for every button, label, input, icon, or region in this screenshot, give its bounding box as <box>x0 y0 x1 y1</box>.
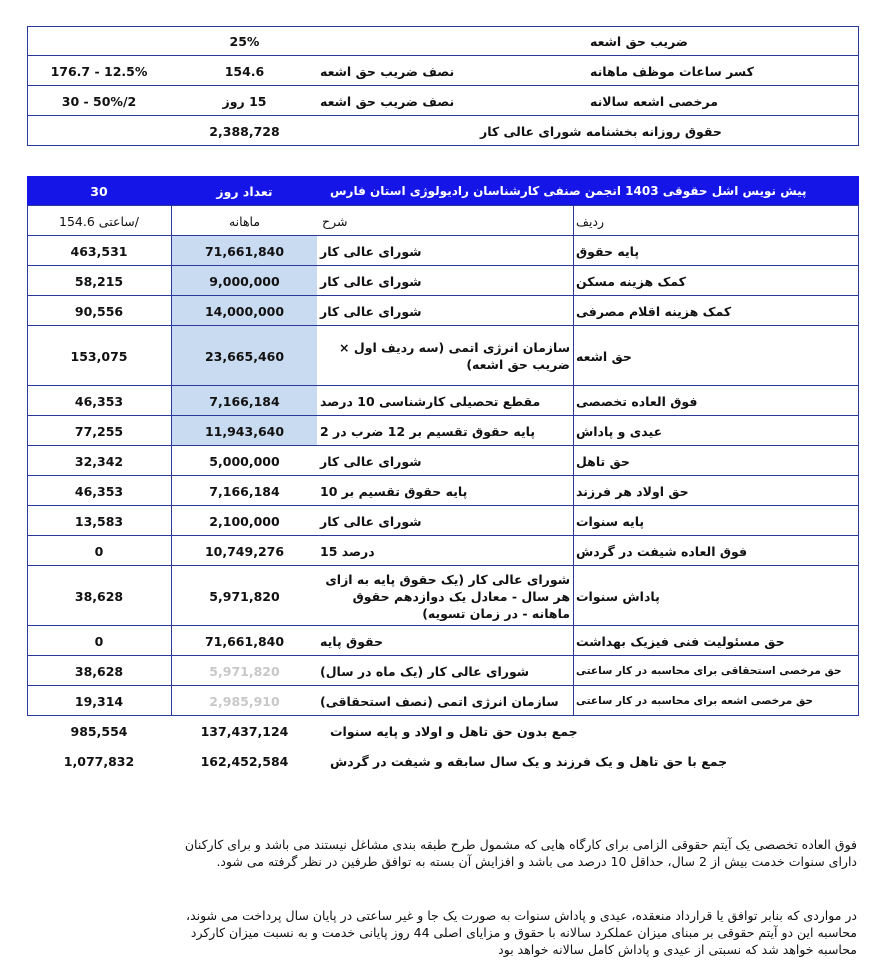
row-desc: درصد 15 <box>320 543 375 559</box>
top-row-value: 154.6 <box>224 63 265 79</box>
row-label: حق اشعه <box>576 348 632 364</box>
row-hourly: 13,583 <box>74 513 124 529</box>
row-label: حق مسئولیت فنی فیزیک بهداشت <box>576 633 785 649</box>
row-monthly: 5,000,000 <box>209 453 280 469</box>
row-desc: شورای عالی کار <box>320 513 422 529</box>
note-1-line-1: فوق العاده تخصصی یک آیتم حقوقی الزامی برای کارگاه هایی که مشمول طرح طبقه بندی مشاغل نیستند می باشد و برای کارکنان <box>184 837 857 852</box>
total-hourly: 985,554 <box>70 723 128 739</box>
row-desc: حقوق پایه <box>320 633 384 649</box>
row-label: حق تاهل <box>576 453 630 469</box>
row-desc: شورای عالی کار <box>320 243 422 259</box>
row-label: حق اولاد هر فرزند <box>576 483 689 499</box>
row-monthly: 5,971,820 <box>209 588 280 604</box>
row-monthly: 71,661,840 <box>204 633 285 649</box>
top-row-value: 2,388,728 <box>209 123 280 139</box>
row-hourly: 32,342 <box>74 453 124 469</box>
row-hourly: 77,255 <box>74 423 124 439</box>
row-desc: شورای عالی کار <box>320 303 422 319</box>
top-row-desc: نصف ضریب حق اشعه <box>320 93 455 109</box>
note-1-line-2: دارای سنوات خدمت بیش از 2 سال، حداقل 10 درصد می باشد و افزایش آن بسته به توافق طرفین در نظر گرفته می شود. <box>216 854 857 869</box>
row-label: حق مرخصی استحقاقی برای محاسبه در کار ساعتی <box>576 665 842 677</box>
row-hourly: 19,314 <box>74 693 124 709</box>
row-label: پایه سنوات <box>576 513 645 529</box>
row-desc: شورای عالی کار (یک ماه در سال) <box>320 663 530 679</box>
note-2-line-2: محاسبه این دو آیتم حقوقی بر مبنای میزان عملکرد سالانه با حقوق و مزایای اصلی 44 روز پایانی خدمت و به نسبت میزان کارکرد <box>190 925 857 940</box>
row-label: کمک هزینه اقلام مصرفی <box>576 303 732 319</box>
row-hourly: 463,531 <box>70 243 128 259</box>
row-label: فوق العاده تخصصی <box>576 393 698 409</box>
header-monthly: ماهانه <box>228 213 261 229</box>
row-monthly: 9,000,000 <box>209 273 280 289</box>
note-2-line-1: در مواردی که بنابر توافق یا قرارداد منعقده، عیدی و پاداش سنوات به صورت یک جا و غیر ساعتی در پایان سال پرداخت می شوند، <box>186 908 857 923</box>
days-value: 30 <box>90 183 108 199</box>
top-row-extra: 176.7 - 12.5% <box>50 63 148 79</box>
top-row-value: 25% <box>229 33 260 49</box>
row-hourly: 46,353 <box>74 393 124 409</box>
table-title: پیش نویس اشل حقوقی 1403 انجمن صنفی کارشناسان رادیولوژی استان فارس <box>330 184 807 198</box>
row-hourly: 38,628 <box>74 663 124 679</box>
row-desc: شورای عالی کار <box>320 273 422 289</box>
row-monthly: 23,665,460 <box>204 348 285 364</box>
row-monthly: 71,661,840 <box>204 243 285 259</box>
top-row-label: ضریب حق اشعه <box>590 33 688 49</box>
row-hourly: 90,556 <box>74 303 124 319</box>
row-hourly: 153,075 <box>70 348 128 364</box>
row-monthly: 5,971,820 <box>209 663 280 679</box>
row-hourly: 0 <box>94 543 104 559</box>
row-label: عیدی و پاداش <box>576 423 663 439</box>
row-monthly: 7,166,184 <box>209 483 280 499</box>
row-label: حق مرخصی اشعه برای محاسبه در کار ساعتی <box>576 695 813 707</box>
row-hourly: 46,353 <box>74 483 124 499</box>
row-monthly: 14,000,000 <box>204 303 285 319</box>
row-monthly: 2,100,000 <box>209 513 280 529</box>
top-row-label: حقوق روزانه بخشنامه شورای عالی کار <box>480 123 722 139</box>
top-row-desc: نصف ضریب حق اشعه <box>320 63 455 79</box>
row-desc: سازمان انرژی اتمی (سه ردیف اول × ضریب حق اشعه) <box>339 340 570 372</box>
top-row-label: کسر ساعات موظف ماهانه <box>590 63 754 79</box>
top-row-value: 15 روز <box>222 93 267 109</box>
row-desc: سازمان انرژی اتمی (نصف استحقاقی) <box>320 693 559 709</box>
row-hourly: 58,215 <box>74 273 124 289</box>
top-row-label: مرخصی اشعه سالانه <box>590 93 718 109</box>
total-monthly: 137,437,124 <box>200 723 289 739</box>
row-desc: شورای عالی کار (یک حقوق پایه به ازای هر سال - معادل یک دوازدهم حقوق ماهانه - در زمان تسویه) <box>325 571 570 621</box>
header-row: ردیف <box>576 213 605 229</box>
row-monthly: 10,749,276 <box>204 543 285 559</box>
header-hourly: ساعتی 154.6/ <box>59 213 139 229</box>
total-label: جمع با حق تاهل و یک فرزند و یک سال سابقه و شیفت در گردش <box>330 753 728 769</box>
row-hourly: 0 <box>94 633 104 649</box>
top-row-extra: 30 - 50%/2 <box>61 93 137 109</box>
row-monthly: 7,166,184 <box>209 393 280 409</box>
row-monthly: 11,943,640 <box>204 423 285 439</box>
row-desc: پایه حقوق تقسیم بر 12 ضرب در 2 <box>320 423 536 439</box>
header-desc: شرح <box>322 213 348 229</box>
total-monthly: 162,452,584 <box>200 753 289 769</box>
days-label: تعداد روز <box>216 183 273 199</box>
row-label: کمک هزینه مسکن <box>576 273 686 289</box>
row-label: فوق العاده شیفت در گردش <box>576 543 748 559</box>
note-2-line-3: محاسبه خواهد شد که نسبتی از عیدی و پاداش کامل سالانه خواهد بود <box>498 942 857 957</box>
row-desc: مقطع تحصیلی کارشناسی 10 درصد <box>320 393 541 409</box>
row-label: پاداش سنوات <box>576 588 660 604</box>
row-desc: شورای عالی کار <box>320 453 422 469</box>
row-label: پایه حقوق <box>576 243 640 259</box>
total-label: جمع بدون حق تاهل و اولاد و پایه سنوات <box>330 723 578 739</box>
row-monthly: 2,985,910 <box>209 693 280 709</box>
row-desc: پایه حقوق تقسیم بر 10 <box>320 483 468 499</box>
total-hourly: 1,077,832 <box>63 753 135 769</box>
row-hourly: 38,628 <box>74 588 124 604</box>
